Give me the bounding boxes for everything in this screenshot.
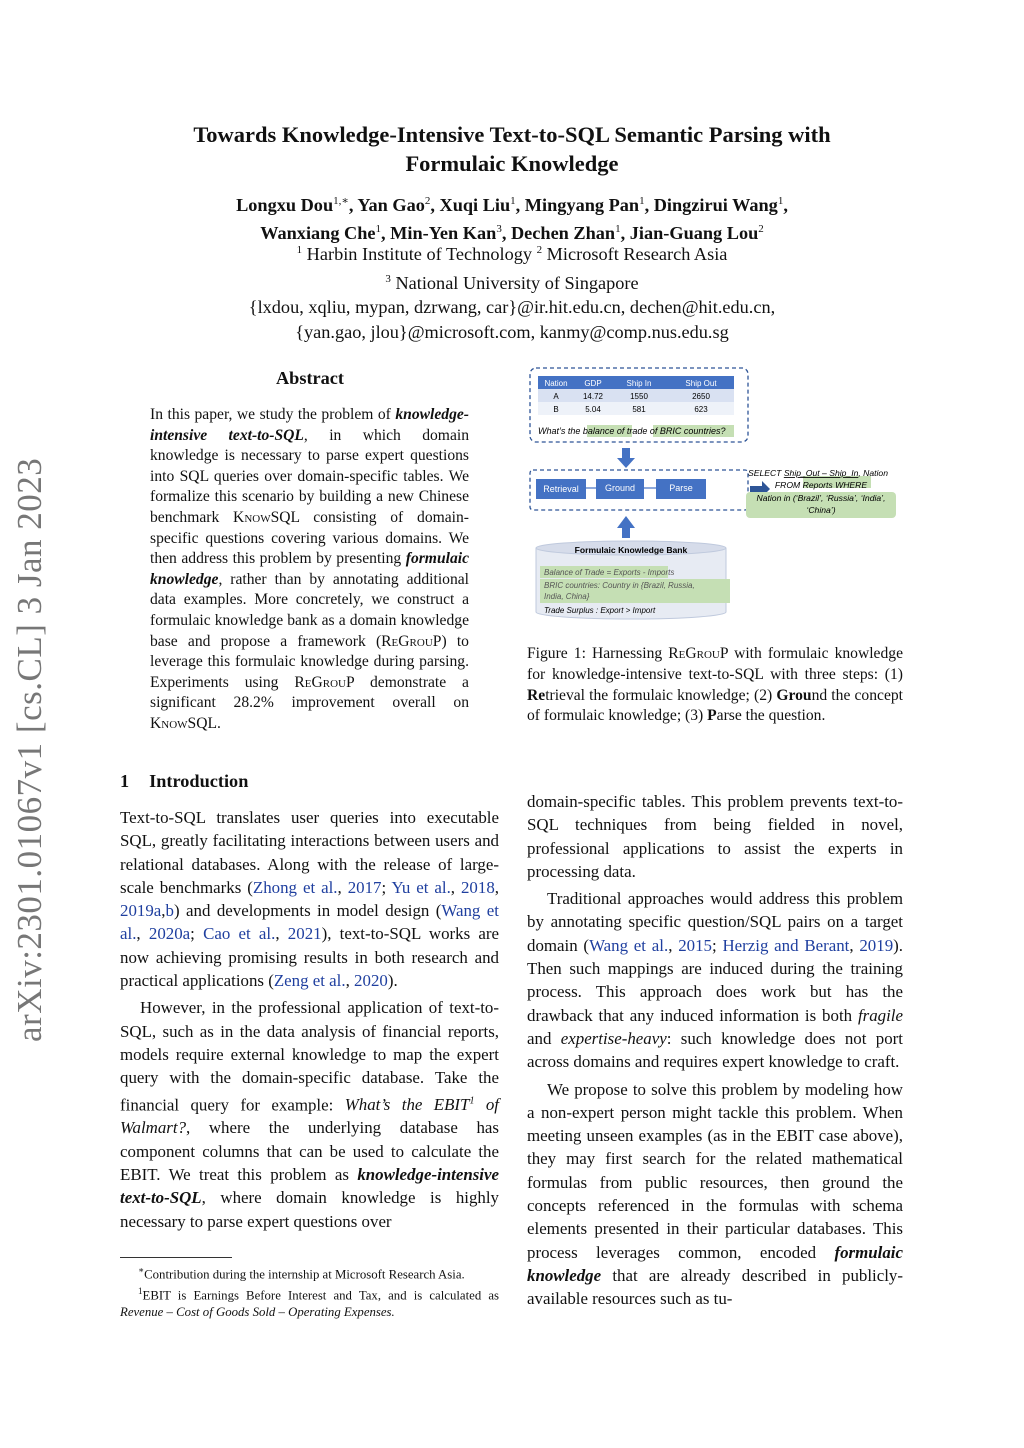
author-mark: 3	[496, 223, 502, 236]
author: Dingzirui Wang	[653, 195, 778, 216]
paragraph: domain-specific tables. This problem prevents text-to-SQL techniques from being fielded in novel, professional applications to assist the experts in processing data.	[527, 792, 903, 881]
step-label: Parse	[669, 483, 693, 493]
aff-mark: 1	[296, 244, 303, 256]
citation-link[interactable]: 2015	[678, 935, 712, 955]
table-cell: 14.72	[582, 392, 604, 401]
arxiv-identifier: arXiv:2301.01067v1 [cs.CL] 3 Jan 2023	[10, 457, 49, 1042]
sql-line: ‘China’)	[806, 505, 836, 515]
question-text: What’s the balance of trade of BRIC countries?	[538, 426, 726, 436]
paragraph: We propose to solve this problem by modeling how a non-expert person might tackle this problem. When meeting unseen examples (as in the EBIT case above), they may first search for the related mathematical formulas from public resources, then ground the concepts referenced in the formulas with schema elements presented in their particular databases. This process leverages common, encoded formulaic knowledge that are already described in publicly-available resources such as tu-	[527, 1079, 903, 1309]
figure-1-diagram	[520, 364, 910, 626]
author-mark: 2	[424, 195, 431, 207]
author-list: Longxu Dou$^{1,∗}$, Yan Gao$^2$, Xuqi Liu$^1$, Mingyang Pan$^1$, Dingzirui Wang$^1$, Wanxiang Che$^1$, Min-Yen Kan$^3$, Dechen Zhan$^1$, Jian-Guang Lou$^2$	[236, 195, 788, 244]
title-line-1: Towards Knowledge-Intensive Text-to-SQL Semantic Parsing with	[193, 122, 831, 147]
arrow-down-icon	[617, 448, 635, 468]
citation-link[interactable]: Wang et al.	[589, 935, 669, 955]
table-cell: 2650	[692, 392, 710, 401]
table-cell: 5.04	[585, 405, 601, 414]
table-cell: B	[553, 405, 559, 414]
table-cell: 623	[694, 405, 708, 414]
citation-link[interactable]: 2020	[354, 971, 388, 991]
author: Mingyang Pan	[524, 195, 640, 216]
author: Longxu Dou	[236, 195, 334, 216]
citation-link[interactable]: Yu et al.	[391, 877, 451, 897]
bank-item: Trade Surplus : Export > Import	[544, 606, 656, 615]
paragraph: Traditional approaches would address this problem by annotating specific question/SQL pairs on a target domain (Wang et al., 2015; Herzig and Berant, 2019). Then such mappings are induced during the training process. This approach does work but has the drawback that any induced information is both fragile and expertise-heavy: such knowledge does not port across domains and requires expert knowledge to craft.	[527, 889, 903, 1072]
author-mark: 1	[615, 223, 621, 236]
citation-link[interactable]: Zeng et al.	[273, 971, 346, 991]
author: Jian-Guang Lou	[629, 223, 759, 244]
email-line-2: {yan.gao, jlou}@microsoft.com, kanmy@comp.nus.edu.sg	[295, 321, 729, 342]
affiliation-nus: National University of Singapore	[395, 272, 639, 293]
citation-link[interactable]: Wang et al.	[120, 901, 499, 944]
footnote-text: EBIT is Earnings Before Interest and Tax, and is calculated as	[142, 1288, 499, 1303]
footnote-text: Contribution during the internship at Microsoft Research Asia.	[144, 1267, 465, 1282]
author-mark: 2	[758, 223, 764, 236]
author-mark: 1	[777, 195, 784, 207]
intro-right-column	[527, 790, 903, 1311]
footnote-mark: ∗	[138, 1265, 145, 1275]
table-header: Ship In	[626, 379, 652, 388]
affiliation-msra: Microsoft Research Asia	[546, 244, 728, 265]
affiliations	[120, 238, 904, 344]
step-label: Ground	[604, 483, 636, 493]
table-header: GDP	[584, 379, 602, 388]
footnotes	[120, 1262, 499, 1321]
citation-link[interactable]: 2017	[347, 877, 382, 897]
bank-title: Formulaic Knowledge Bank	[574, 545, 688, 555]
citation-link[interactable]: 2020a	[148, 924, 191, 944]
table-header: Ship Out	[685, 379, 717, 388]
abstract-heading: Abstract	[275, 368, 345, 388]
bank-item: India, China}	[544, 592, 590, 601]
citation-link[interactable]: b	[165, 901, 174, 921]
footnote-mark: 1	[138, 1286, 143, 1297]
section-number: 1	[120, 771, 130, 791]
footnote-formula: Revenue – Cost of Goods Sold – Operating Expenses.	[120, 1304, 395, 1319]
footnote	[120, 1283, 499, 1320]
aff-mark: 2	[536, 244, 543, 256]
citation-link[interactable]: 2019	[859, 935, 894, 955]
citation-link[interactable]: Zhong et al.	[252, 877, 338, 897]
author-mark: 1	[375, 223, 382, 236]
figure-caption: Figure 1: Harnessing ReGrouP with formulaic knowledge for knowledge-intensive text-to-SQL with three steps: (1) Retrieval the formulaic knowledge; (2) Ground the concept of formulaic knowledge; (3) Parse the question.	[527, 645, 903, 725]
section-heading	[120, 771, 268, 792]
abstract-text: In this paper, we study the problem of knowledge-intensive text-to-SQL, in which domain knowledge is necessary to parse expert questions into SQL queries over domain-specific tables. We formalize this scenario by building a new Chinese benchmark KnowSQL consisting of domain-specific questions covering various domains. We then address this problem by presenting formulaic knowledge, rather than by annotating additional data examples. More concretely, we construct a formulaic knowledge bank as a domain knowledge base and propose a framework (ReGrouP) to leverage this formulaic knowledge during parsing. Experiments using ReGrouP demonstrate a significant 28.2% improvement overall on KnowSQL.	[150, 406, 469, 732]
paper-title	[120, 120, 904, 178]
citation-link[interactable]: Herzig and Berant	[722, 935, 850, 955]
title-line-2: Formulaic Knowledge	[405, 151, 619, 176]
citation-link[interactable]: Cao et al.	[203, 924, 276, 944]
knowledge-bank	[536, 541, 730, 619]
affiliation-hit: Harbin Institute of Technology	[306, 244, 533, 265]
table-cell: 581	[632, 405, 646, 414]
author: Wanxiang Che	[260, 223, 376, 244]
author: Min-Yen Kan	[390, 223, 497, 244]
author: Xuqi Liu	[439, 195, 511, 216]
paragraph: However, in the professional application of text-to-SQL, such as in the data analysis of financial reports, models require external knowledge to map the expert query with the domain-specific database. Take the financial query for example: What’s the EBIT$^1$ of Walmart?, where the underlying database has component columns that can be used to calculate the EBIT. We treat this problem as knowledge-intensive text-to-SQL, where domain knowledge is highly necessary to parse expert questions over	[120, 998, 499, 1231]
table-header: Nation	[544, 379, 568, 388]
bank-item: BRIC countries: Country in {Brazil, Russia,	[544, 581, 695, 590]
arrow-up-icon	[617, 516, 635, 538]
author-mark: 1	[639, 195, 645, 207]
footnote	[120, 1262, 499, 1282]
section-title: Introduction	[149, 771, 249, 791]
author-mark: 1,∗	[333, 195, 349, 207]
sql-line: Nation in (‘Brazil’, ‘Russia’, ‘India’,	[756, 493, 886, 503]
sql-line: FROM Reports WHERE	[774, 480, 868, 490]
step-label: Retrieval	[543, 484, 579, 494]
citation-link[interactable]: 2018	[460, 877, 495, 897]
citation-link[interactable]: 2021	[287, 924, 322, 944]
footnote-rule	[120, 1257, 232, 1258]
sql-line: SELECT Ship_Out – Ship_In, Nation	[748, 468, 888, 478]
table-cell: A	[553, 392, 559, 401]
paragraph: Text-to-SQL translates user queries into executable SQL, greatly facilitating interactions between users and relational databases. Along with the release of large-scale benchmarks (Zhong et al., 2017; Yu et al., 2018, 2019a,b) and developments in model design (Wang et al., 2020a; Cao et al., 2021), text-to-SQL works are now achieving promising results in both research and practical applications (Zeng et al., 2020).	[120, 808, 499, 991]
author: Yan Gao	[357, 195, 425, 216]
citation-link[interactable]: 2019a	[120, 901, 162, 921]
data-table	[538, 376, 734, 415]
bank-item: Balance of Trade = Exports - Imports	[544, 568, 675, 577]
author: Dechen Zhan	[510, 223, 616, 244]
table-cell: 1550	[630, 392, 648, 401]
intro-left-column	[120, 806, 499, 1233]
author-mark: 1	[510, 195, 516, 207]
email-line-1: {lxdou, xqliu, mypan, dzrwang, car}@ir.hit.edu.cn, dechen@hit.edu.cn,	[248, 297, 776, 318]
aff-mark: 3	[385, 272, 391, 285]
